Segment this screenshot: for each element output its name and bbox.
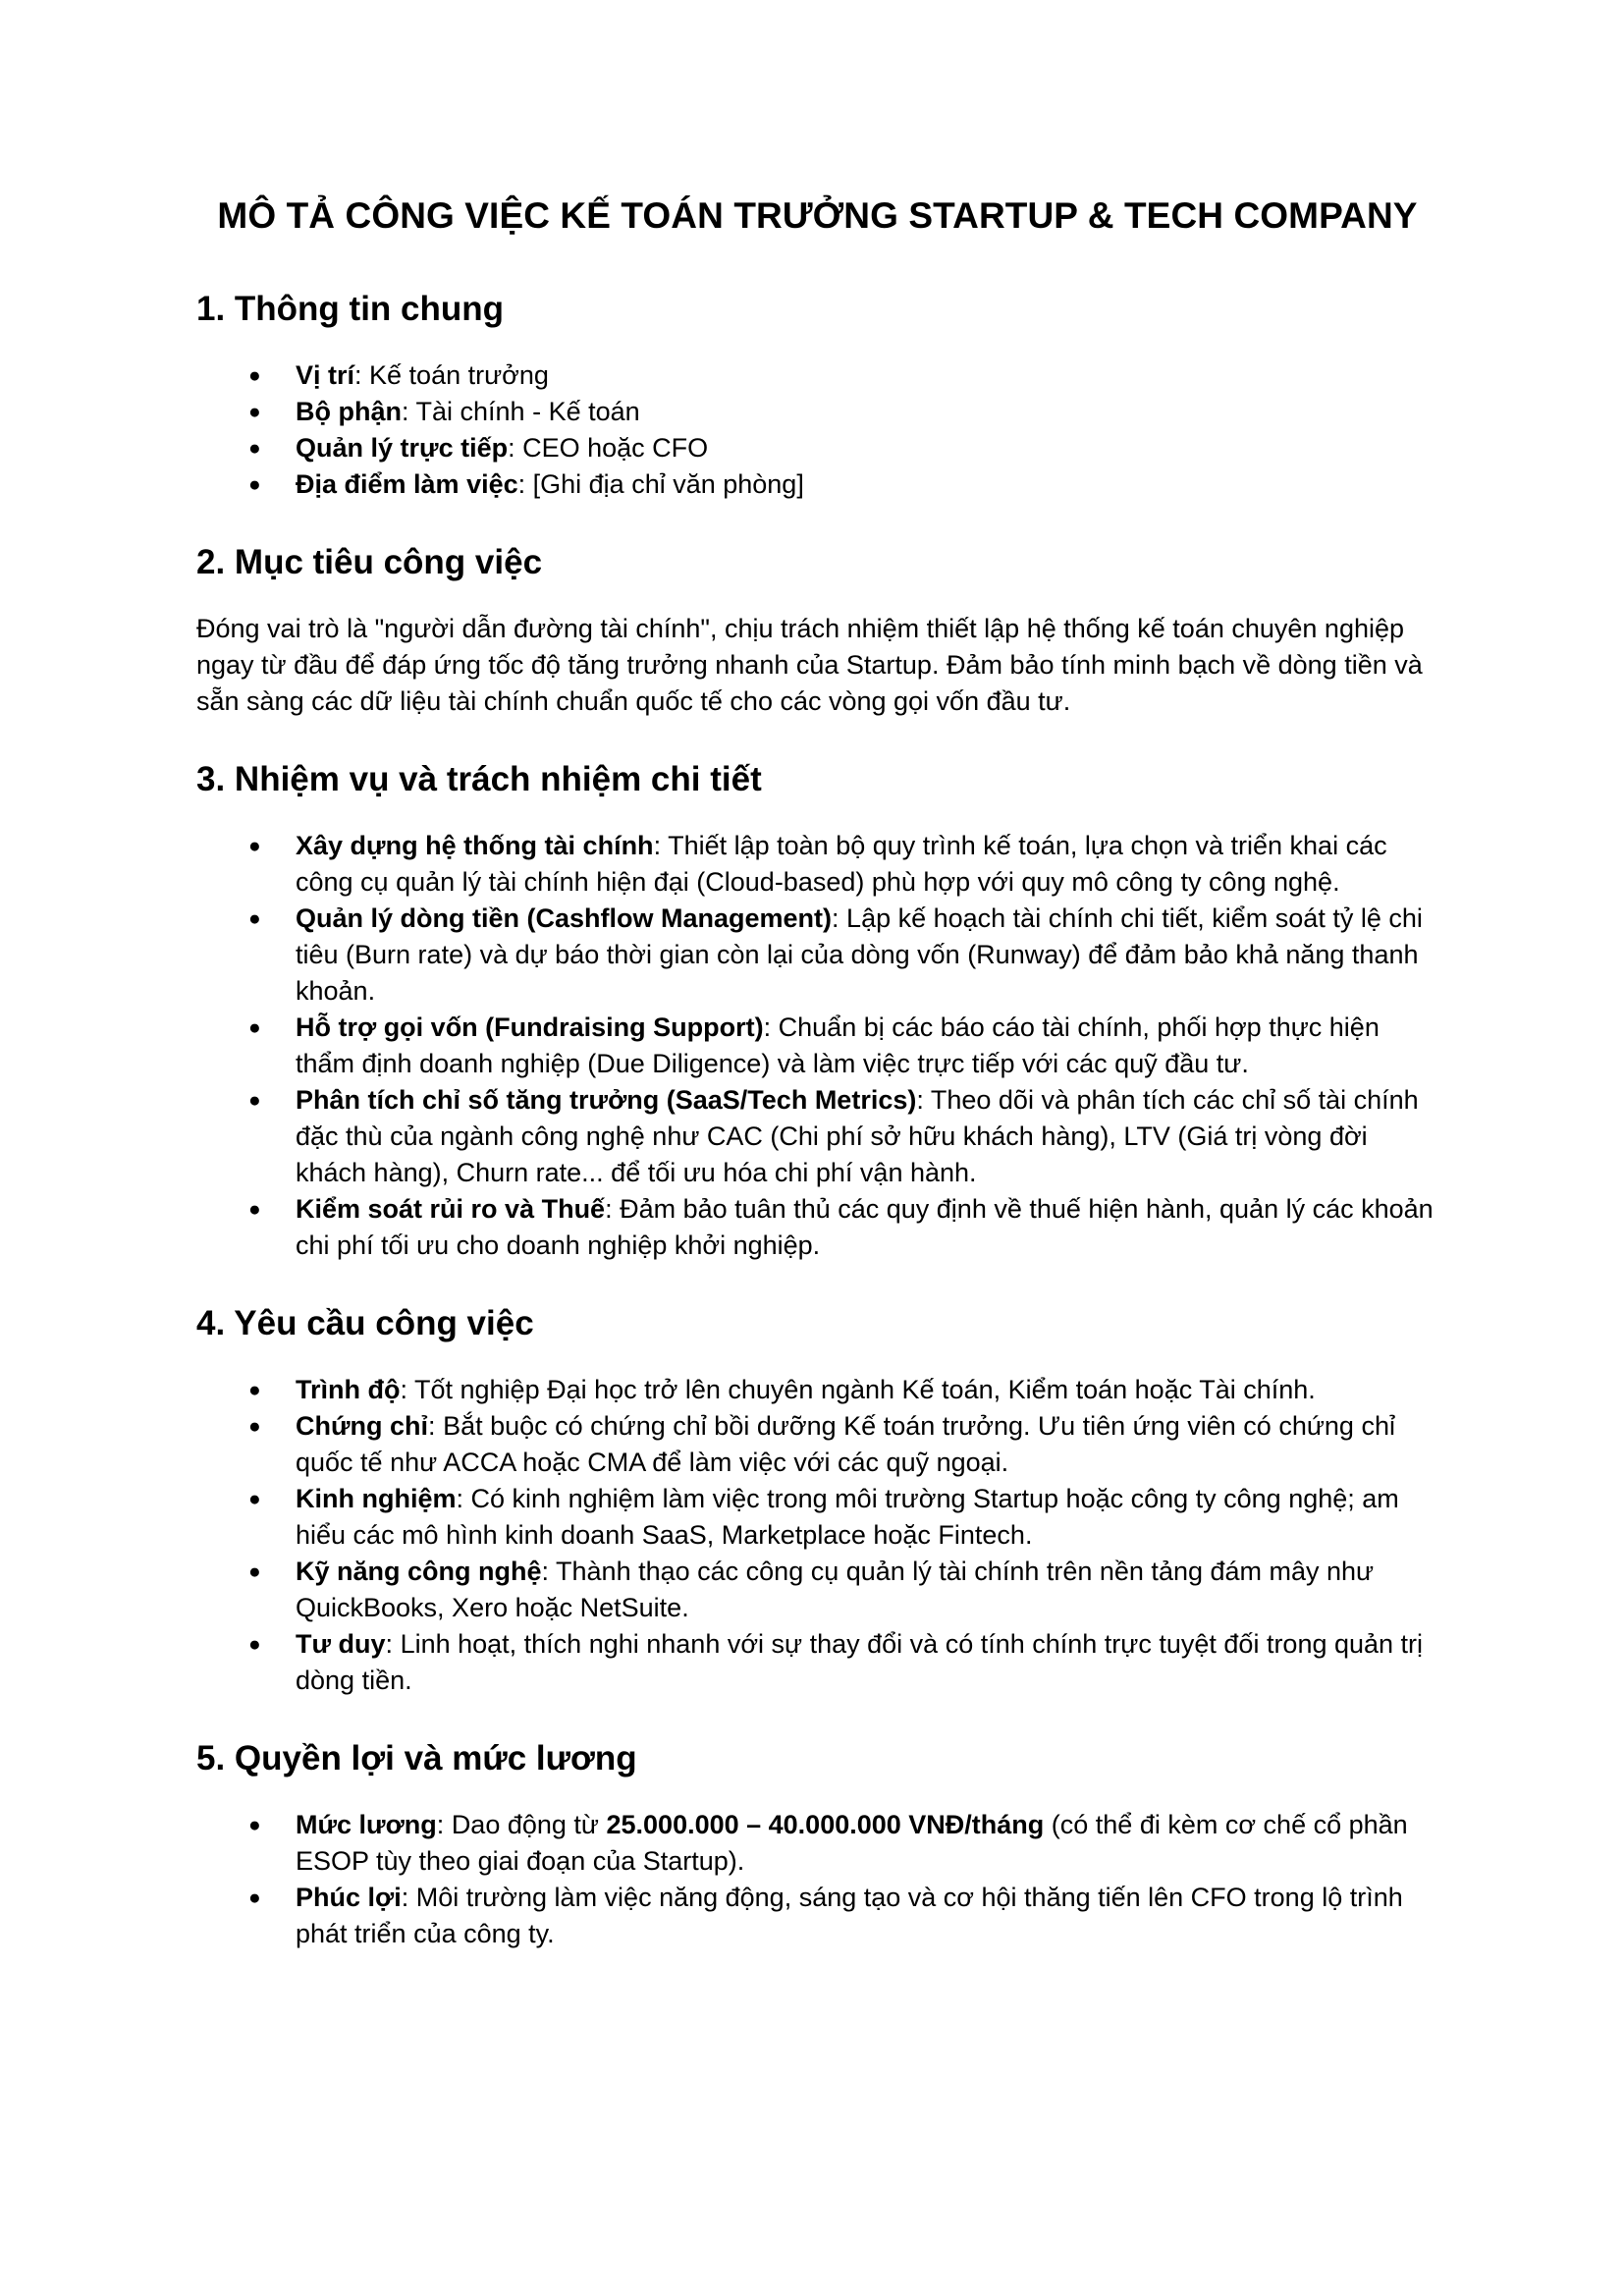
item-label: Quản lý dòng tiền (Cashflow Management) (296, 903, 833, 933)
item-label: Xây dựng hệ thống tài chính (296, 831, 654, 860)
item-label: Trình độ (296, 1375, 401, 1404)
list-item: ● Phân tích chỉ số tăng trưởng (SaaS/Tech Metrics): Theo dõi và phân tích các chỉ số tài chính đặc thù của ngành công nghệ như CAC (Chi phí sở hữu khách hàng), LTV (Giá trị vòng đời khách hàng), Churn rate... để tối ưu hóa chi phí vận hành. (196, 1082, 1438, 1191)
bullet-icon: ● (248, 1488, 261, 1510)
item-text: Tốt nghiệp Đại học trở lên chuyên ngành Kế toán, Kiểm toán hoặc Tài chính. (414, 1375, 1316, 1404)
bullet-icon: ● (248, 1198, 261, 1221)
list-item: ● Vị trí: Kế toán trưởng (196, 357, 1438, 394)
list-item: ● Kỹ năng công nghệ: Thành thạo các công cụ quản lý tài chính trên nền tảng đám mây như QuickBooks, Xero hoặc NetSuite. (196, 1554, 1438, 1626)
general-info-list (196, 357, 1438, 503)
section-requirements (196, 1297, 1438, 1699)
requirements-list (196, 1372, 1438, 1699)
document-page (196, 187, 1438, 1986)
salary-amount: 25.000.000 – 40.000.000 VNĐ/tháng (606, 1810, 1045, 1839)
list-item-salary: ● Mức lương: Dao động từ 25.000.000 – 40.000.000 VNĐ/tháng (có thể đi kèm cơ chế cổ phần ESOP tùy theo giai đoạn của Startup). (196, 1807, 1438, 1880)
bullet-icon: ● (248, 1016, 261, 1039)
list-item: ● Kiểm soát rủi ro và Thuế: Đảm bảo tuân thủ các quy định về thuế hiện hành, quản lý các khoản chi phí tối ưu cho doanh nghiệp khởi nghiệp. (196, 1191, 1438, 1264)
item-text: Thiết lập toàn bộ quy trình kế toán, lựa chọn và triển khai các công cụ quản lý tài chính hiện đại (Cloud-based) phù hợp với quy mô công ty công nghệ. (296, 831, 1387, 897)
item-label: Kinh nghiệm (296, 1484, 457, 1513)
item-text: Có kinh nghiệm làm việc trong môi trường Startup hoặc công ty công nghệ; am hiểu các mô hình kinh doanh SaaS, Marketplace hoặc Fintech. (296, 1484, 1399, 1550)
item-label: Bộ phận (296, 397, 402, 426)
bullet-icon: ● (248, 1633, 261, 1656)
item-label: Địa điểm làm việc (296, 469, 518, 499)
item-text: Môi trường làm việc năng động, sáng tạo và cơ hội thăng tiến lên CFO trong lộ trình phát triển của công ty. (296, 1883, 1403, 1948)
list-item: ● Hỗ trợ gọi vốn (Fundraising Support): Chuẩn bị các báo cáo tài chính, phối hợp thực hiện thẩm định doanh nghiệp (Due Diligence) và làm việc trực tiếp với các quỹ đầu tư. (196, 1010, 1438, 1082)
salary-prefix: Dao động từ (451, 1810, 607, 1839)
section-heading: 5. Quyền lợi và mức lương (196, 1739, 637, 1777)
objective-paragraph: Đóng vai trò là "người dẫn đường tài chính", chịu trách nhiệm thiết lập hệ thống kế toán chuyên nghiệp ngay từ đầu để đáp ứng tốc độ tăng trưởng nhanh của Startup. Đảm bảo tính minh bạch về dòng tiền và sẵn sàng các dữ liệu tài chính chuẩn quốc tế cho các vòng gọi vốn đầu tư. (196, 614, 1423, 716)
bullet-icon: ● (248, 1089, 261, 1112)
list-item: ● Xây dựng hệ thống tài chính: Thiết lập toàn bộ quy trình kế toán, lựa chọn và triển khai các công cụ quản lý tài chính hiện đại (Cloud-based) phù hợp với quy mô công ty công nghệ. (196, 828, 1438, 901)
bullet-icon: ● (248, 473, 261, 496)
list-item: ● Quản lý dòng tiền (Cashflow Management): Lập kế hoạch tài chính chi tiết, kiểm soát tỷ lệ chi tiêu (Burn rate) và dự báo thời gian còn lại của dòng vốn (Runway) để đảm bảo khả năng thanh khoản. (196, 901, 1438, 1010)
item-text: Linh hoạt, thích nghi nhanh với sự thay đổi và có tính chính trực tuyệt đối trong quản trị dòng tiền. (296, 1629, 1424, 1695)
section-heading: 1. Thông tin chung (196, 290, 505, 328)
bullet-icon: ● (248, 1814, 261, 1836)
section-objective (196, 536, 1438, 720)
item-text: Chuẩn bị các báo cáo tài chính, phối hợp thực hiện thẩm định doanh nghiệp (Due Diligence) và làm việc trực tiếp với các quỹ đầu tư. (296, 1012, 1380, 1078)
item-label: Phúc lợi (296, 1883, 402, 1912)
item-text: Bắt buộc có chứng chỉ bồi dưỡng Kế toán trưởng. Ưu tiên ứng viên có chứng chỉ quốc tế như ACCA hoặc CMA để làm việc với các quỹ ngoại. (296, 1411, 1395, 1477)
item-label: Vị trí (296, 360, 355, 390)
section-duties (196, 753, 1438, 1264)
list-item: ● Trình độ: Tốt nghiệp Đại học trở lên chuyên ngành Kế toán, Kiểm toán hoặc Tài chính. (196, 1372, 1438, 1408)
bullet-icon: ● (248, 1560, 261, 1583)
item-text: [Ghi địa chỉ văn phòng] (532, 469, 804, 499)
benefits-list (196, 1807, 1438, 1952)
bullet-icon: ● (248, 437, 261, 460)
item-text: Thành thạo các công cụ quản lý tài chính trên nền tảng đám mây như QuickBooks, Xero hoặc NetSuite. (296, 1557, 1375, 1622)
section-heading: 2. Mục tiêu công việc (196, 543, 543, 581)
list-item: ● Kinh nghiệm: Có kinh nghiệm làm việc trong môi trường Startup hoặc công ty công nghệ; am hiểu các mô hình kinh doanh SaaS, Marketplace hoặc Fintech. (196, 1481, 1438, 1554)
item-label: Hỗ trợ gọi vốn (Fundraising Support) (296, 1012, 764, 1042)
list-item-perks: ● Phúc lợi: Môi trường làm việc năng động, sáng tạo và cơ hội thăng tiến lên CFO trong lộ trình phát triển của công ty. (196, 1880, 1438, 1952)
item-text: Tài chính - Kế toán (415, 397, 640, 426)
section-general-info (196, 283, 1438, 503)
item-label: Phân tích chỉ số tăng trưởng (SaaS/Tech Metrics) (296, 1085, 917, 1115)
item-label: Kỹ năng công nghệ (296, 1557, 542, 1586)
section-heading: 4. Yêu cầu công việc (196, 1304, 534, 1342)
item-text: Theo dõi và phân tích các chỉ số tài chính đặc thù của ngành công nghệ như CAC (Chi phí sở hữu khách hàng), LTV (Giá trị vòng đời khách hàng), Churn rate... để tối ưu hóa chi phí vận hành. (296, 1085, 1419, 1187)
bullet-icon: ● (248, 1415, 261, 1438)
bullet-icon: ● (248, 835, 261, 857)
item-label: Chứng chỉ (296, 1411, 429, 1441)
list-item: ● Địa điểm làm việc: [Ghi địa chỉ văn phòng] (196, 466, 1438, 503)
list-item: ● Bộ phận: Tài chính - Kế toán (196, 394, 1438, 430)
bullet-icon: ● (248, 1379, 261, 1401)
duties-list (196, 828, 1438, 1264)
item-label: Mức lương (296, 1810, 437, 1839)
document-title: MÔ TẢ CÔNG VIỆC KẾ TOÁN TRƯỞNG STARTUP & TECH COMPANY (217, 195, 1418, 236)
bullet-icon: ● (248, 1886, 261, 1909)
item-label: Quản lý trực tiếp (296, 433, 509, 463)
item-label: Tư duy (296, 1629, 386, 1659)
bullet-icon: ● (248, 907, 261, 930)
list-item: ● Tư duy: Linh hoạt, thích nghi nhanh với sự thay đổi và có tính chính trực tuyệt đối trong quản trị dòng tiền. (196, 1626, 1438, 1699)
section-benefits (196, 1732, 1438, 1952)
item-text: Kế toán trưởng (369, 360, 549, 390)
bullet-icon: ● (248, 401, 261, 423)
salary-suffix: (có thể đi kèm cơ chế cổ phần ESOP tùy theo giai đoạn của Startup). (296, 1810, 1408, 1876)
item-text: Lập kế hoạch tài chính chi tiết, kiểm soát tỷ lệ chi tiêu (Burn rate) và dự báo thời gian còn lại của dòng vốn (Runway) để đảm bảo khả năng thanh khoản. (296, 903, 1423, 1006)
list-item: ● Chứng chỉ: Bắt buộc có chứng chỉ bồi dưỡng Kế toán trưởng. Ưu tiên ứng viên có chứng chỉ quốc tế như ACCA hoặc CMA để làm việc với các quỹ ngoại. (196, 1408, 1438, 1481)
list-item: ● Quản lý trực tiếp: CEO hoặc CFO (196, 430, 1438, 466)
item-text: CEO hoặc CFO (522, 433, 709, 463)
item-text: Đảm bảo tuân thủ các quy định về thuế hiện hành, quản lý các khoản chi phí tối ưu cho doanh nghiệp khởi nghiệp. (296, 1194, 1434, 1260)
section-heading: 3. Nhiệm vụ và trách nhiệm chi tiết (196, 760, 762, 798)
bullet-icon: ● (248, 364, 261, 387)
item-label: Kiểm soát rủi ro và Thuế (296, 1194, 606, 1224)
